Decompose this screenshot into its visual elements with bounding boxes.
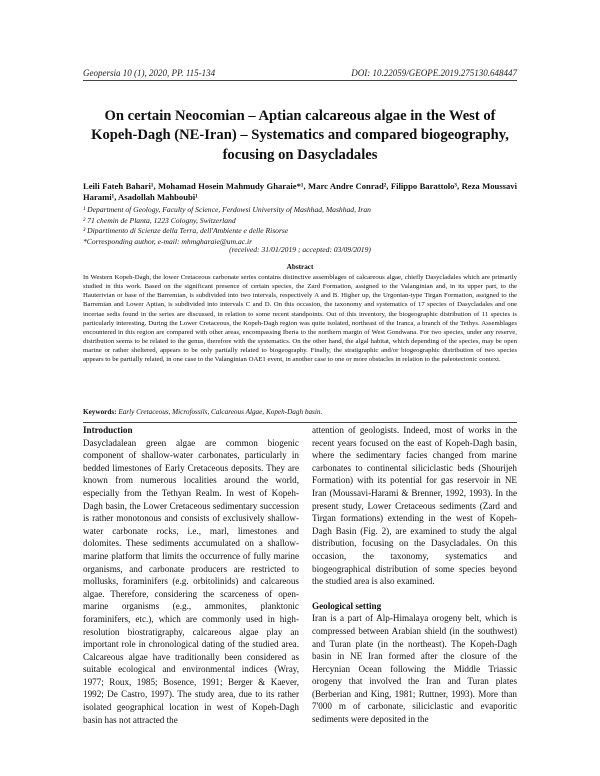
affiliation-3: ³ Dipartimento di Scienze della Terra, dell'Ambiente e delle Risorse — [83, 226, 289, 236]
left-column — [83, 424, 299, 726]
keywords-divider — [83, 422, 517, 423]
journal-citation: Geopersia 10 (1), 2020, PP. 115-134 — [83, 68, 216, 78]
introduction-heading: Introduction — [83, 425, 133, 435]
affiliations — [83, 205, 517, 248]
geological-setting-heading: Geological setting — [312, 600, 382, 611]
keywords-text: Early Cretaceous, Microfossils, Calcareous Algae, Kopeh-Dagh basin. — [118, 408, 323, 416]
header-divider — [83, 80, 517, 81]
keywords-line — [83, 408, 517, 416]
abstract-text: In Western Kopeh-Dagh, the lower Cretaceous carbonate series contains distinctive assemblages of calcareous algae, chiefly Dasycladales which are primarily studied in this work. Based on the significant presence of certain species, the Zard Formation, assigned to the Valanginian and, in its upper part, to the Hauterivian or base of the Barremian, is subdivided into two intervals, respectively A and B. Higher up, the Urgonian-type Tirgan Formation, assigned to the Barremian and Lower Aptian, is subdivided into intervals C and D. On this occasion, the taxonomy and systematics of 17 species of Dasycladales and one incertae sedis found in the series are discussed, in relation to some recent standpoints. Out of this inventory, the biogeographic distribution of 11 species is particularly interesting. During the Lower Cretaceous, the Kopeh-Dagh region was quite isolated, northeast of the Iranca, a branch of the Tethys. Assemblages encountered in this region are compared with other areas, encompassing Iberia to the northern margin of West Gondwana. For two species, under any reserve, distribution seems to be related to the genus, therefore with the systematics. On the other hand, the algal habitat, which depending of the species, may be open marine or rather sheltered, appears to be only partially related to biogeography. Finally, the stratigraphic and/or biogeographic distribution of two species appears to be partially related, in one case to the Valanginian OAE1 event, in another case to one or more obstacles in relation to the paleotectonic context. — [83, 274, 517, 364]
abstract-heading: Abstract — [286, 263, 314, 271]
article-title: On certain Neocomian – Aptian calcareous algae in the West of Kopeh-Dagh (NE-Iran) – Systematics and compared biogeography, focusing on Dasycladales — [91, 108, 509, 163]
affiliation-1: ¹ Department of Geology, Faculty of Science, Ferdowsi University of Mashhad, Mashhad, Iran — [83, 205, 371, 214]
corresponding-author[interactable]: *Corresponding author, e-mail: mhmgharaie@um.ac.ir — [83, 237, 253, 247]
affiliation-2: ² 71 chemin de Planta, 1223 Cologny, Switzerland — [83, 215, 236, 225]
author-list: Leili Fateh Bahari¹, Mohamad Hosein Mahmudy Gharaie*¹, Marc Andre Conrad², Filippo Barattolo³, Reza Moussavi Harami¹, Asadollah Mahboubi¹ — [83, 181, 517, 203]
introduction-continued-paragraph: attention of geologists. Indeed, most of works in the recent years focused on the east of Kopeh-Dagh basin, where the sedimentary facies changed from marine carbonates to continental siliciclastic beds (Shourijeh Formation) with its potential for gas reservoir in NE Iran (Moussavi-Harami & Brenner, 1992, 1993). In the present study, Lower Cretaceous sediments (Zard and Tirgan formations) extending in the west of Kopeh-Dagh Basin (Fig. 2), are examined to study the algal distribution, focusing on the Dasycladales. On this occasion, the taxonomy, systematics and biogeographical distribution of some species beyond the studied area is also examined. — [312, 425, 517, 587]
keywords-label: Keywords: — [83, 408, 117, 416]
geological-setting-paragraph: Iran is a part of Alp-Himalaya orogeny belt, which is compressed between Arabian shield (in the southwest) and Turan plate (in the northeast). The Kopeh-Dagh basin in NE Iran formed after the closure of the Hercynian Ocean following the Middle Triassic orogeny that involved the Iran and Turan plates (Berberian and King, 1981; Ruttner, 1993). More than 7'000 m of carbonate, siliciclastic and evaporitic sediments were deposited in the — [312, 613, 517, 725]
introduction-paragraph: Dasycladalean green algae are common biogenic component of shallow-water carbonates, particularly in bedded limestones of Early Cretaceous deposits. They are known from numerous localities around the world, especially from the Tethyan Realm. In west of Kopeh-Dagh basin, the Lower Cretaceous sedimentary succession is rather monotonous and consists of exclusively shallow-water carbonate rocks, i.e., marl, limestones and dolomites. These sediments accumulated on a shallow-marine platform that limits the occurrence of fully marine organisms, and carbonate producers are restricted to mollusks, foraminifers (e.g. orbitolinids) and calcareous algae. Therefore, considering the scarceness of open-marine organisms (e.g., ammonites, planktonic foraminifers, etc.), which are commonly used in high-resolution biostratigraphy, calcareous algae play an important role in chronological dating of the studied area. Calcareous algae have traditionally been considered as suitable ecological and environmental indices (Wray, 1977; Roux, 1985; Bosence, 1991; Berger & Kaever, 1992; De Castro, 1997). The study area, due to its rather isolated geographical location in west of Kopeh-Dagh basin has not attracted the — [83, 437, 299, 725]
doi-text[interactable]: DOI: 10.22059/GEOPE.2019.275130.648447 — [351, 68, 517, 78]
received-accepted-dates: (received: 31/01/2019 ; accepted: 03/09/2019) — [229, 245, 371, 254]
right-column — [312, 424, 517, 726]
